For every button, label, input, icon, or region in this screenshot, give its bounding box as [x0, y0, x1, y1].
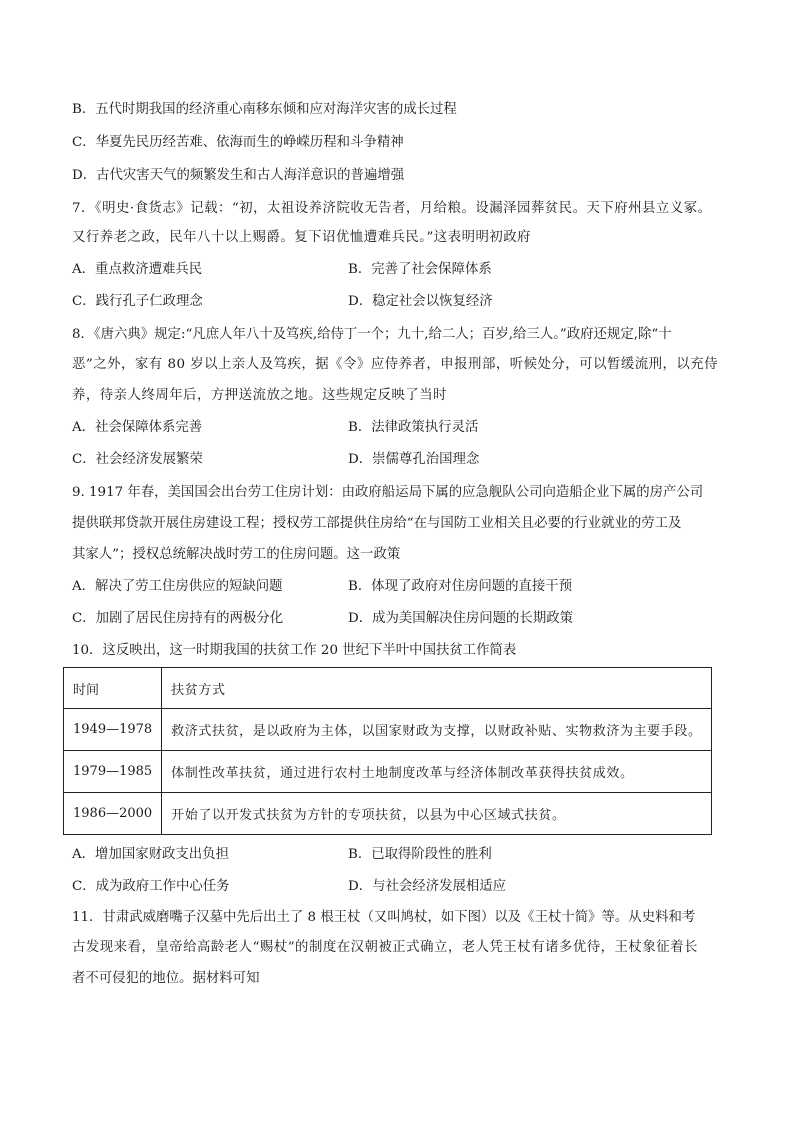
poverty-relief-table — [63, 667, 712, 835]
q7-option-c: C．践行孔子仁政理念 — [72, 294, 203, 309]
q8-option-c: C．社会经济发展繁荣 — [72, 452, 203, 467]
table-header-cell: 时间 — [64, 668, 162, 709]
q8-option-a: A．社会保障体系完善 — [72, 420, 203, 435]
q7-stem-line-1: 7．《明史·食货志》记载：“初，太祖设养济院收无告者，月给粮。设漏泽园葬贫民。天下府州县立义冢。 — [72, 201, 712, 216]
q9-option-b: B．体现了政府对住房问题的直接干预 — [348, 579, 573, 594]
q7-stem-line-2: 又行养老之政，民年八十以上赐爵。复下诏优恤遭难兵民。”这表明明初政府 — [72, 230, 532, 245]
q11-stem-line-3: 者不可侵犯的地位。据材料可知 — [72, 971, 260, 986]
table-cell-period: 1979—1985 — [64, 751, 162, 793]
q7-option-b: B．完善了社会保障体系 — [348, 262, 492, 277]
q9-option-a: A．解决了劳工住房供应的短缺问题 — [72, 579, 283, 594]
q9-stem-line-3: 其家人”；授权总统解决战时劳工的住房问题。这一政策 — [72, 547, 401, 562]
q8-option-b: B．法律政策执行灵活 — [348, 420, 479, 435]
q6-option-c: C．华夏先民历经苦难、依海而生的峥嵘历程和斗争精神 — [72, 135, 404, 150]
q10-option-d: D．与社会经济发展相适应 — [348, 879, 507, 894]
table-cell-method: 救济式扶贫，是以政府为主体，以国家财政为支撑，以财政补贴、实物救济为主要手段。 — [162, 709, 711, 751]
q9-stem-line-2: 提供联邦贷款开展住房建设工程；授权劳工部提供住房给“在与国防工业相关且必要的行业就业的劳工及 — [72, 516, 682, 531]
q8-option-d: D．崇儒尊孔治国理念 — [348, 452, 480, 467]
table-row — [64, 751, 712, 793]
q8-stem-line-2: 恶”之外，家有 80 岁以上亲人及笃疾，据《令》应侍养者，申报刑部，听候处分，可以暂缓流刑，以充侍 — [72, 357, 719, 372]
q7-option-a: A．重点救济遭难兵民 — [72, 262, 203, 277]
table-header-cell: 扶贫方式 — [162, 668, 711, 709]
q10-stem: 10．这反映出，这一时期我国的扶贫工作 20 世纪下半叶中国扶贫工作简表 — [72, 643, 517, 658]
q8-stem-line-3: 养，待亲人终周年后，方押送流放之地。这些规定反映了当时 — [72, 388, 448, 403]
table-row — [64, 709, 712, 751]
q6-option-b: B．五代时期我国的经济重心南移东倾和应对海洋灾害的成长过程 — [72, 102, 457, 117]
q9-option-d: D．成为美国解决住房问题的长期政策 — [348, 611, 573, 626]
table-cell-method: 开始了以开发式扶贫为方针的专项扶贫，以县为中心区域式扶贫。 — [162, 793, 711, 835]
table-row — [64, 793, 712, 835]
q11-stem-line-2: 古发现来看，皇帝给高龄老人“赐杖”的制度在汉朝被正式确立，老人凭王杖有诸多优待，王杖象征着长 — [72, 940, 698, 955]
q11-stem-line-1: 11．甘肃武威磨嘴子汉墓中先后出土了 8 根王杖（又叫鸠杖，如下图）以及《王杖十简》等。从史料和考 — [72, 910, 696, 925]
q7-option-d: D．稳定社会以恢复经济 — [348, 294, 493, 309]
table-cell-period: 1949—1978 — [64, 709, 162, 751]
q6-option-d: D．古代灾害天气的频繁发生和古人海洋意识的普遍增强 — [72, 168, 405, 183]
table-cell-period: 1986—2000 — [64, 793, 162, 835]
q9-option-c: C．加剧了居民住房持有的两极分化 — [72, 611, 284, 626]
q10-option-c: C．成为政府工作中心任务 — [72, 879, 230, 894]
q9-stem-line-1: 9. 1917 年春，美国国会出台劳工住房计划：由政府船运局下属的应急舰队公司向造船企业下属的房产公司 — [72, 485, 704, 500]
q10-option-a: A．增加国家财政支出负担 — [72, 847, 229, 862]
table-cell-method: 体制性改革扶贫，通过进行农村土地制度改革与经济体制改革获得扶贫成效。 — [162, 751, 711, 793]
table-header-row — [64, 668, 712, 709]
q10-option-b: B．已取得阶段性的胜利 — [348, 847, 492, 862]
q8-stem-line-1: 8．《唐六典》规定:“凡庶人年八十及笃疾,给侍丁一个；九十,给二人；百岁,给三人。”政府还规定,除“十 — [72, 327, 672, 342]
